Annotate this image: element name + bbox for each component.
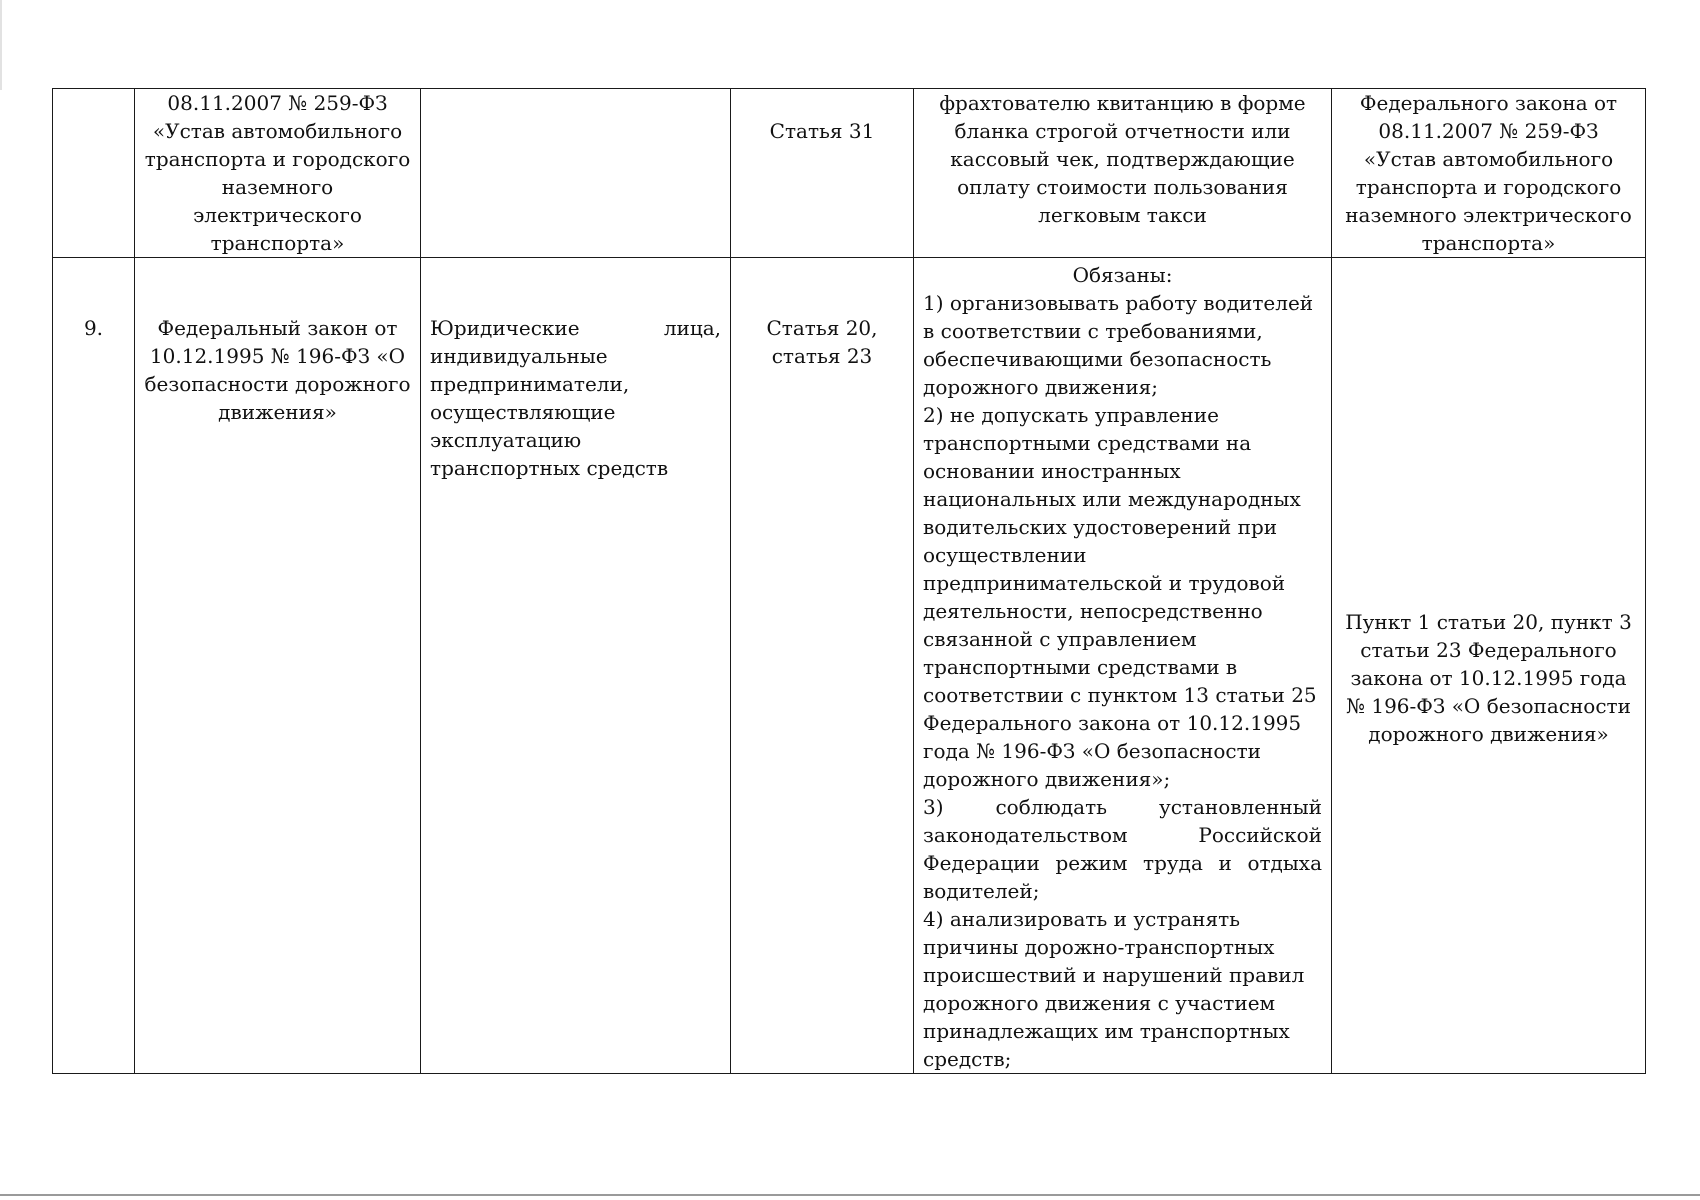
requirement-line: дорожного движения; (923, 375, 1158, 399)
row-number: 9. (83, 316, 104, 340)
scan-bottom-edge (0, 1194, 1700, 1196)
row-number-cell (53, 258, 135, 1074)
cell-line: 08.11.2007 № 259-ФЗ (167, 91, 388, 115)
subjects-cell (421, 258, 731, 1074)
requirement-line: водителей; (923, 879, 1040, 903)
law-cell (135, 89, 421, 258)
requirements-cell (914, 89, 1332, 258)
table-row (53, 258, 1646, 1074)
requirement-line: в соответствии с требованиями, (923, 319, 1263, 343)
scan-edge-mark (0, 0, 2, 90)
cell-line: транспорта» (1421, 231, 1556, 255)
requirement-line: 4) анализировать и устранять (923, 907, 1241, 931)
requirement-line: причины дорожно-транспортных (923, 935, 1275, 959)
cell-line: оплату стоимости пользования (957, 175, 1288, 199)
requirement-line: 1) организовывать работу водителей (923, 291, 1314, 315)
requirements-list (923, 289, 1322, 1073)
cell-line: «Устав автомобильного (152, 119, 403, 143)
cell-line: транспорта и городского (1355, 175, 1622, 199)
cell-line: дорожного движения» (1368, 722, 1609, 746)
requirement-line: года № 196-ФЗ «О безопасности (923, 739, 1261, 763)
articles-cell (731, 258, 914, 1074)
requirements-heading: Обязаны: (1072, 263, 1173, 287)
requirement-line: дорожного движения»; (923, 767, 1171, 791)
requirement-line: основании иностранных (923, 459, 1181, 483)
cell-line: фрахтователю квитанцию в форме (939, 91, 1306, 115)
requirement-line: Федерации режим труда и отдыха (923, 851, 1322, 875)
cell-line: статья 23 (771, 344, 873, 368)
subjects-cell (421, 89, 731, 258)
requirement-line: связанной с управлением (923, 627, 1197, 651)
requirement-line: Федерального закона от 10.12.1995 (923, 711, 1302, 735)
requirement-line: принадлежащих им транспортных (923, 1019, 1290, 1043)
cell-line: закона от 10.12.1995 года (1350, 666, 1627, 690)
requirement-line: средств; (923, 1047, 1012, 1071)
cell-line: 08.11.2007 № 259-ФЗ (1378, 119, 1599, 143)
cell-line: Пункт 1 статьи 20, пункт 3 (1345, 610, 1632, 634)
cell-line: транспортных средств (430, 456, 669, 480)
cell-line: «Устав автомобильного (1363, 147, 1614, 171)
cell-line: Федерального закона от (1359, 91, 1618, 115)
cell-line: Федеральный закон от (157, 316, 398, 340)
cell-line: безопасности дорожного (144, 372, 411, 396)
cell-line: кассовый чек, подтверждающие (950, 147, 1295, 171)
cell-line: эксплуатацию (430, 428, 582, 452)
requirement-line: осуществлении (923, 543, 1087, 567)
requirement-line: деятельности, непосредственно (923, 599, 1263, 623)
cell-line: электрического (193, 203, 362, 227)
reference-cell (1332, 258, 1646, 1074)
cell-line: статьи 23 Федерального (1360, 638, 1617, 662)
cell-line: транспорта и городского (144, 147, 411, 171)
requirement-line: соответствии с пунктом 13 статьи 25 (923, 683, 1317, 707)
requirement-line: обеспечивающими безопасность (923, 347, 1272, 371)
cell-line: предприниматели, (430, 372, 630, 396)
cell-line: наземного электрического (1345, 203, 1632, 227)
requirement-line: законодательством Российской (923, 823, 1322, 847)
cell-line: № 196-ФЗ «О безопасности (1346, 694, 1631, 718)
row-number-cell (53, 89, 135, 258)
requirement-line: транспортными средствами в (923, 655, 1238, 679)
requirements-cell (914, 258, 1332, 1074)
articles-cell (731, 89, 914, 258)
requirement-line: 3) соблюдать установленный (923, 795, 1322, 819)
requirement-line: национальных или международных (923, 487, 1301, 511)
requirement-line: предпринимательской и трудовой (923, 571, 1286, 595)
requirement-line: транспортными средствами на (923, 431, 1252, 455)
cell-line: наземного (221, 175, 334, 199)
cell-line: Юридические лица, (430, 316, 721, 340)
cell-line: Статья 20, (766, 316, 878, 340)
table-row (53, 89, 1646, 258)
law-cell (135, 258, 421, 1074)
reference-cell (1332, 89, 1646, 258)
cell-line: бланка строгой отчетности или (954, 119, 1291, 143)
cell-line: легковым такси (1038, 203, 1207, 227)
requirement-line: происшествий и нарушений правил (923, 963, 1305, 987)
cell-line: индивидуальные (430, 344, 608, 368)
cell-line: Статья 31 (769, 119, 875, 143)
requirement-line: водительских удостоверений при (923, 515, 1278, 539)
cell-line: транспорта» (210, 231, 345, 255)
cell-line: осуществляющие (430, 400, 616, 424)
requirement-line: 2) не допускать управление (923, 403, 1219, 427)
cell-line: движения» (218, 400, 337, 424)
requirement-line: дорожного движения с участием (923, 991, 1276, 1015)
cell-line: 10.12.1995 № 196-ФЗ «О (149, 344, 406, 368)
document-table (52, 88, 1646, 1074)
